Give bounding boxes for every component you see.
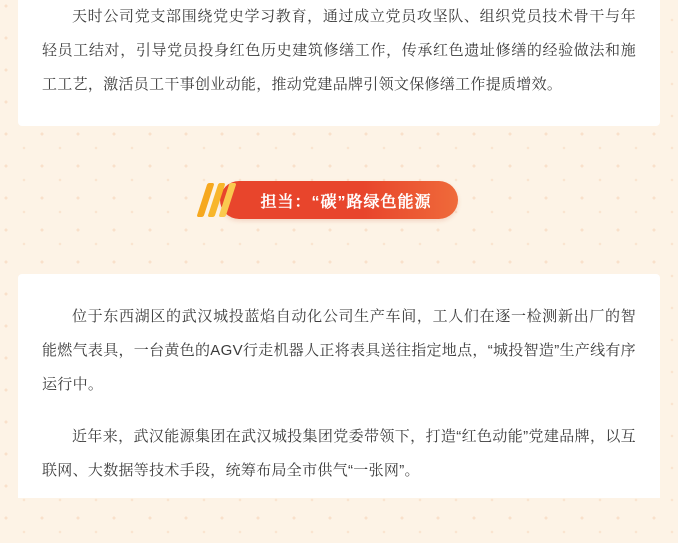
section-banner-title: 担当：“碳”路绿色能源 xyxy=(260,193,432,211)
paragraph: 近年来，武汉能源集团在武汉城投集团党委带领下，打造“红色动能”党建品牌，以互联网、大数据等技术手段，统筹布局全市供气“一张网”。 xyxy=(42,428,636,479)
paragraph: 位于东西湖区的武汉城投蓝焰自动化公司生产车间，工人们在逐一检测新出厂的智能燃气表具，一台黄色的AGV行走机器人正将表具送往指定地点，“城投智造”生产线有序运行中。 xyxy=(42,308,636,393)
banner-stripes-icon xyxy=(202,181,242,219)
section-banner-container xyxy=(0,126,678,274)
bottom-text-panel xyxy=(18,274,660,498)
top-text-panel xyxy=(18,0,660,126)
paragraph: 天时公司党支部围绕党史学习教育，通过成立党员攻坚队、组织党员技术骨干与年轻员工结对，引导党员投身红色历史建筑修缮工作，传承红色遗址修缮的经验做法和施工工艺，激活员工干事创业动能，推动党建品牌引领文保修缮工作提质增效。 xyxy=(42,8,636,93)
section-banner xyxy=(220,181,457,219)
